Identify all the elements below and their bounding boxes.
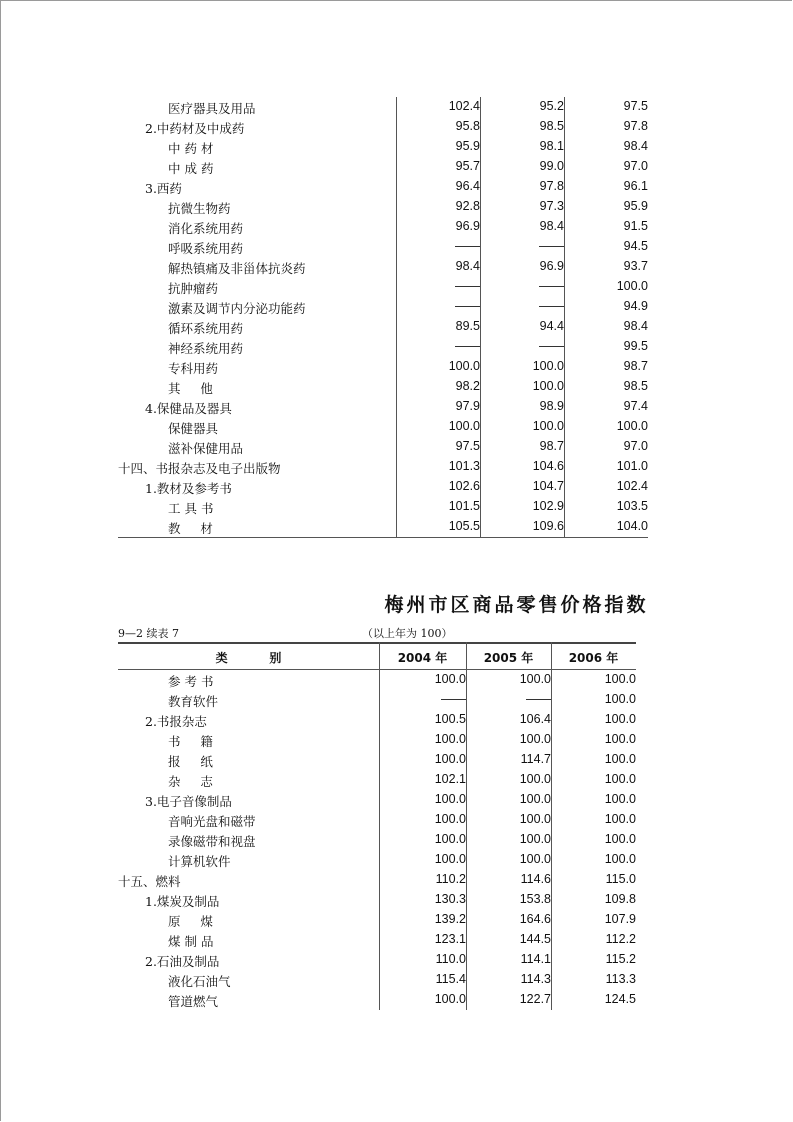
value-2006: 100.0: [604, 692, 636, 706]
category-label: 激素及调节内分泌功能药: [168, 301, 306, 316]
value-2004: 100.0: [434, 752, 466, 766]
price-index-table: [118, 642, 636, 1010]
table-row: [118, 477, 648, 497]
table-row: [118, 117, 648, 137]
value-2004: 95.7: [455, 159, 480, 173]
table-row: [118, 710, 636, 730]
value-2005: 100.0: [519, 772, 551, 786]
table-row: [118, 497, 648, 517]
value-2005: 114.6: [520, 872, 551, 886]
value-2006: 97.0: [623, 439, 648, 453]
value-2006: 94.9: [623, 299, 648, 313]
value-2004: 92.8: [455, 199, 480, 213]
value-2006: 94.5: [623, 239, 648, 253]
table-continued: [118, 97, 648, 538]
header-2006: 2006 年: [568, 651, 619, 665]
value-2004: 101.5: [448, 499, 480, 513]
value-2004: 98.2: [455, 379, 480, 393]
category-label: 4.保健品及器具: [145, 401, 232, 416]
table-row: [118, 950, 636, 970]
category-label: 管道燃气: [168, 994, 219, 1009]
category-label: 液化石油气: [168, 974, 231, 989]
table-row: [118, 850, 636, 870]
category-label: 专科用药: [168, 361, 219, 376]
value-2006: 97.8: [623, 119, 648, 133]
header-2004: 2004 年: [397, 651, 448, 665]
value-2004: 95.8: [455, 119, 480, 133]
category-label: 教 材: [168, 521, 213, 536]
category-label: 2.书报杂志: [145, 714, 207, 729]
value-2005: 98.9: [539, 399, 564, 413]
value-2005: 106.4: [519, 712, 551, 726]
value-2004: 97.9: [455, 399, 480, 413]
value-2005: 144.5: [519, 932, 551, 946]
table-row: [118, 810, 636, 830]
category-label: 报 纸: [168, 754, 213, 769]
value-2006: 93.7: [623, 259, 648, 273]
value-2005: 98.7: [539, 439, 564, 453]
page-title: 梅州市区商品零售价格指数: [384, 594, 649, 616]
table-row: [118, 517, 648, 537]
value-2005: 104.7: [532, 479, 564, 493]
value-2005: 100.0: [519, 792, 551, 806]
table-row: [118, 730, 636, 750]
table-row: [118, 457, 648, 477]
value-2006: 102.4: [616, 479, 648, 493]
category-label: 2.石油及制品: [145, 954, 220, 969]
value-2005: ——: [539, 339, 564, 353]
value-2005: 100.0: [532, 359, 564, 373]
table-row: [118, 237, 648, 257]
table-top-rule: [118, 642, 636, 644]
value-2006: 100.0: [604, 792, 636, 806]
category-label: 其 他: [168, 381, 213, 396]
table-row: [118, 890, 636, 910]
category-label: 中 成 药: [168, 161, 214, 176]
table-row: [118, 377, 648, 397]
value-2006: 99.5: [623, 339, 648, 353]
value-2006: 101.0: [616, 459, 648, 473]
value-2006: 97.0: [623, 159, 648, 173]
value-2006: 103.5: [616, 499, 648, 513]
category-label: 煤 制 品: [168, 934, 214, 949]
value-2004: 89.5: [455, 319, 480, 333]
table-row: [118, 830, 636, 850]
value-2006: 100.0: [604, 672, 636, 686]
value-2006: 100.0: [604, 772, 636, 786]
value-2005: 109.6: [532, 519, 564, 533]
header-2005: 2005 年: [483, 651, 534, 665]
table-row: [118, 297, 648, 317]
value-2005: ——: [539, 239, 564, 253]
table-row: [118, 417, 648, 437]
value-2004: 100.0: [434, 732, 466, 746]
value-2005: 100.0: [519, 832, 551, 846]
category-label: 十五、燃料: [118, 874, 181, 889]
value-2006: 97.5: [623, 99, 648, 113]
table-row: [118, 930, 636, 950]
value-2006: 115.0: [605, 872, 636, 886]
header-category: 类 别: [215, 651, 282, 665]
value-2005: 100.0: [519, 812, 551, 826]
value-2005: 94.4: [539, 319, 564, 333]
value-2006: 100.0: [604, 752, 636, 766]
value-2005: 98.4: [539, 219, 564, 233]
table-row: [118, 870, 636, 890]
value-2004: 102.4: [448, 99, 480, 113]
category-label: 中 药 材: [168, 141, 214, 156]
value-2004: 100.0: [448, 359, 480, 373]
value-2006: 98.5: [623, 379, 648, 393]
value-2006: 109.8: [604, 892, 636, 906]
value-2004: 100.0: [434, 852, 466, 866]
value-2006: 100.0: [616, 419, 648, 433]
value-2006: 100.0: [604, 732, 636, 746]
table-row: [118, 770, 636, 790]
value-2005: 114.7: [520, 752, 551, 766]
value-2004: 100.0: [434, 792, 466, 806]
value-2005: 100.0: [519, 672, 551, 686]
table-bottom-rule: [118, 537, 648, 538]
value-2005: ——: [539, 279, 564, 293]
category-label: 工 具 书: [168, 501, 214, 516]
value-2005: 102.9: [532, 499, 564, 513]
value-2004: 98.4: [455, 259, 480, 273]
value-2004: 123.1: [434, 932, 466, 946]
category-label: 原 煤: [168, 914, 213, 929]
table-row: [118, 337, 648, 357]
value-2005: 98.1: [539, 139, 564, 153]
value-2005: 153.8: [519, 892, 551, 906]
value-2005: 100.0: [532, 419, 564, 433]
category-label: 音响光盘和磁带: [168, 814, 256, 829]
value-2005: 98.5: [539, 119, 564, 133]
value-2006: 107.9: [604, 912, 636, 926]
value-2006: 100.0: [604, 812, 636, 826]
value-2004: 105.5: [448, 519, 480, 533]
table-row: [118, 970, 636, 990]
category-label: 教育软件: [168, 694, 219, 709]
category-label: 保健器具: [168, 421, 219, 436]
value-2006: 98.7: [623, 359, 648, 373]
category-label: 消化系统用药: [168, 221, 244, 236]
value-2006: 100.0: [604, 852, 636, 866]
table-row: [118, 257, 648, 277]
table-row: [118, 277, 648, 297]
table-row: [118, 750, 636, 770]
value-2006: 112.2: [605, 932, 636, 946]
value-2005: 100.0: [519, 732, 551, 746]
value-2004: 100.0: [448, 419, 480, 433]
value-2004: 95.9: [455, 139, 480, 153]
value-2004: 100.0: [434, 992, 466, 1006]
value-2005: 100.0: [532, 379, 564, 393]
value-2004: 96.9: [455, 219, 480, 233]
value-2004: 110.2: [435, 872, 466, 886]
category-label: 1.煤炭及制品: [145, 894, 220, 909]
value-2005: 97.3: [539, 199, 564, 213]
value-2006: 95.9: [623, 199, 648, 213]
table-row: [118, 990, 636, 1010]
value-2004: 100.5: [434, 712, 466, 726]
table-row: [118, 137, 648, 157]
value-2004: 96.4: [455, 179, 480, 193]
value-2005: 95.2: [539, 99, 564, 113]
category-label: 计算机软件: [168, 854, 231, 869]
category-label: 循环系统用药: [168, 321, 244, 336]
value-2006: 98.4: [623, 319, 648, 333]
value-2004: 110.0: [435, 952, 466, 966]
value-2006: 100.0: [604, 712, 636, 726]
category-label: 1.教材及参考书: [145, 481, 232, 496]
category-label: 2.中药材及中成药: [145, 121, 245, 136]
value-2006: 96.1: [623, 179, 648, 193]
table-row: [118, 157, 648, 177]
value-2005: 100.0: [519, 852, 551, 866]
table-row: [118, 670, 636, 690]
category-label: 神经系统用药: [168, 341, 244, 356]
category-label: 3.西药: [145, 181, 182, 196]
value-2006: 97.4: [623, 399, 648, 413]
category-label: 十四、书报杂志及电子出版物: [118, 461, 281, 476]
category-label: 书 籍: [168, 734, 213, 749]
table-row: [118, 910, 636, 930]
value-2004: 115.4: [435, 972, 466, 986]
value-2005: 122.7: [519, 992, 551, 1006]
value-2005: 96.9: [539, 259, 564, 273]
value-2005: 99.0: [539, 159, 564, 173]
category-label: 滋补保健用品: [168, 441, 244, 456]
value-2005: 114.3: [520, 972, 551, 986]
value-2005: ——: [526, 692, 551, 706]
category-label: 解热镇痛及非甾体抗炎药: [168, 261, 306, 276]
value-2004: 97.5: [455, 439, 480, 453]
value-2004: ——: [455, 239, 480, 253]
category-label: 参 考 书: [168, 674, 214, 689]
value-2004: ——: [441, 692, 466, 706]
table-row: [118, 357, 648, 377]
value-2004: ——: [455, 339, 480, 353]
value-2004: 100.0: [434, 832, 466, 846]
table-row: [118, 690, 636, 710]
value-2006: 91.5: [623, 219, 648, 233]
value-2004: ——: [455, 279, 480, 293]
table-row: [118, 437, 648, 457]
value-2006: 100.0: [604, 832, 636, 846]
category-label: 杂 志: [168, 774, 213, 789]
value-2006: 124.5: [604, 992, 636, 1006]
value-2004: 139.2: [434, 912, 466, 926]
category-label: 医疗器具及用品: [168, 101, 256, 116]
table-row: [118, 790, 636, 810]
value-2004: 100.0: [434, 812, 466, 826]
table-row: [118, 197, 648, 217]
category-label: 录像磁带和视盘: [168, 834, 256, 849]
value-2004: 130.3: [434, 892, 466, 906]
value-2005: 114.1: [520, 952, 551, 966]
value-2006: 104.0: [616, 519, 648, 533]
value-2005: 97.8: [539, 179, 564, 193]
value-2004: ——: [455, 299, 480, 313]
value-2005: ——: [539, 299, 564, 313]
value-2006: 113.3: [605, 972, 636, 986]
table-row: [118, 97, 648, 117]
category-label: 抗微生物药: [168, 201, 231, 216]
value-2004: 100.0: [434, 672, 466, 686]
value-2005: 164.6: [519, 912, 551, 926]
value-2004: 102.6: [448, 479, 480, 493]
category-label: 呼吸系统用药: [168, 241, 244, 256]
table-row: [118, 177, 648, 197]
value-2004: 102.1: [434, 772, 466, 786]
table-id: 9—2 续表 7: [118, 627, 179, 640]
value-2006: 98.4: [623, 139, 648, 153]
category-label: 3.电子音像制品: [145, 794, 232, 809]
table-row: [118, 217, 648, 237]
value-2006: 115.2: [605, 952, 636, 966]
table-row: [118, 397, 648, 417]
table-row: [118, 317, 648, 337]
value-2006: 100.0: [616, 279, 648, 293]
category-label: 抗肿瘤药: [168, 281, 219, 296]
value-2004: 101.3: [448, 459, 480, 473]
base-note: （以上年为 100）: [362, 627, 453, 640]
value-2005: 104.6: [532, 459, 564, 473]
